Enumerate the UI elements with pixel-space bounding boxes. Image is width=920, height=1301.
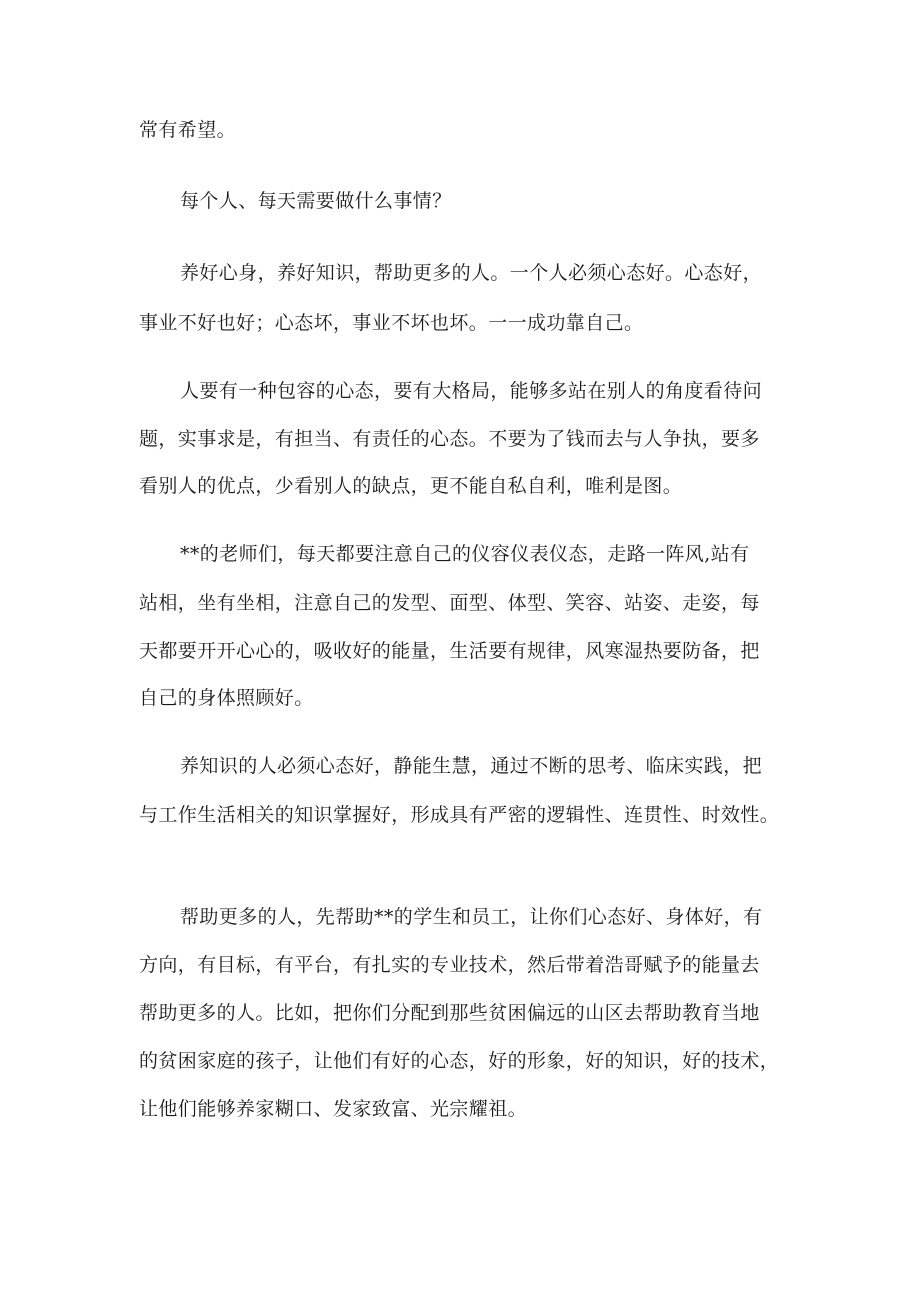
paragraph-6-line-2: 帮助更多的人。比如，把你们分配到那些贫困偏远的山区去帮助教育当地 (139, 1002, 760, 1024)
paragraph-4-line-3: 自己的身体照顾好。 (139, 687, 314, 709)
paragraph-0-line-0: 常有希望。 (139, 119, 237, 141)
paragraph-3-line-0: 人要有一种包容的心态，要有大格局，能够多站在别人的角度看待问 (180, 380, 763, 402)
paragraph-3-line-2: 看别人的优点，少看别人的缺点，更不能自私自利，唯利是图。 (139, 475, 683, 497)
paragraph-2-line-1: 事业不好也好；心态坏，事业不坏也坏。一一成功靠自己。 (139, 312, 644, 334)
paragraph-2-line-0: 养好心身，养好知识，帮助更多的人。一个人必须心态好。心态好， (180, 262, 763, 284)
paragraph-6-line-3: 的贫困家庭的孩子，让他们有好的心态，好的形象，好的知识，好的技术， (139, 1050, 780, 1072)
paragraph-3-line-1: 题，实事求是，有担当、有责任的心态。不要为了钱而去与人争执，要多 (139, 428, 760, 450)
paragraph-1-line-0: 每个人、每天需要做什么事情？ (180, 190, 452, 212)
paragraph-4-line-0: **的老师们，每天都要注意自己的仪容仪表仪态，走路一阵风,站有 (180, 543, 750, 565)
paragraph-4-line-2: 天都要开开心心的，吸收好的能量，生活要有规律，风寒湿热要防备，把 (139, 640, 760, 662)
paragraph-6-line-1: 方向，有目标，有平台，有扎实的专业技术，然后带着浩哥赋予的能量去 (139, 954, 760, 976)
paragraph-5-line-1: 与工作生活相关的知识掌握好，形成具有严密的逻辑性、连贯性、时效性。 (139, 804, 780, 826)
paragraph-4-line-1: 站相，坐有坐相，注意自己的发型、面型、体型、笑容、站姿、走姿，每 (139, 592, 760, 614)
paragraph-5-line-0: 养知识的人必须心态好，静能生慧，通过不断的思考、临床实践，把 (180, 755, 763, 777)
paragraph-6-line-4: 让他们能够养家糊口、发家致富、光宗耀祖。 (139, 1098, 528, 1120)
paragraph-6-line-0: 帮助更多的人，先帮助**的学生和员工，让你们心态好、身体好，有 (180, 906, 763, 928)
